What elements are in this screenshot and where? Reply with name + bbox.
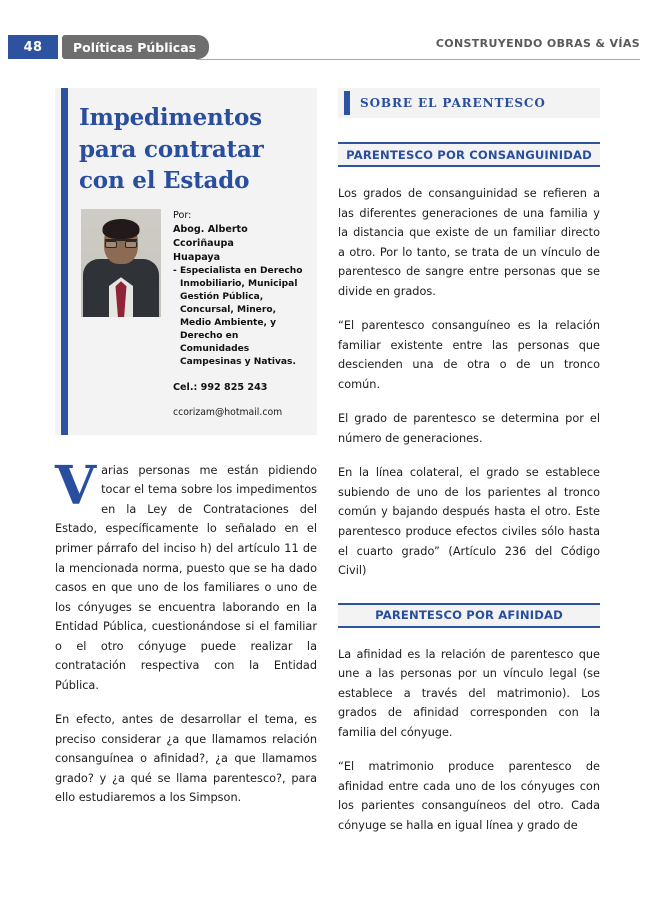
author-name-line-2: Ccoriñaupa xyxy=(173,237,234,249)
author-email[interactable]: ccorizam@hotmail.com xyxy=(173,406,283,418)
sidebar-paragraph: “El matrimonio produce parentesco de afinidad entre cada uno de los cónyuges con los parientes consanguíneos del otro. Cada cónyuge se halla en igual línea y grado de xyxy=(338,760,600,832)
article-body xyxy=(55,454,317,808)
article-paragraph: Varias personas me están pidiendo tocar el tema sobre los impedimentos en la Ley de Contrataciones del Estado, específicamente lo señalado en el primer párrafo del inciso h) del artículo 11 de la mencionada norma, puesto que se ha dado casos en que uno de los familiares o uno de los cónyuges se encuentra laborando en la Entidad Pública, cuestionándose si el familiar o el otro cónyuge puede realizar la contratación respectiva con la Entidad Pública. xyxy=(55,454,317,692)
author-name-line-3: Huapaya xyxy=(173,251,221,263)
sidebar-section-heading-afinidad xyxy=(338,603,600,628)
sidebar-section-heading-consanguinidad xyxy=(338,142,600,167)
sidebar-paragraph: El grado de parentesco se determina por el número de generaciones. xyxy=(338,412,600,445)
photo-glasses xyxy=(105,239,137,247)
article-title-line-2: para contratar xyxy=(79,135,264,163)
byline-label: Por: xyxy=(173,210,192,222)
right-column xyxy=(338,88,600,835)
article-title-card xyxy=(55,88,317,435)
magazine-title: CONSTRUYENDO OBRAS & VÍAS xyxy=(435,37,640,50)
sidebar-paragraph: Los grados de consanguinidad se refieren a las diferentes generaciones de una familia y la distancia que existe de un familiar directo a otro. Por lo tanto, se trata de un vínculo de parentesco de sangre entre personas que se divide en grados. xyxy=(338,187,600,298)
author-name-line-1: Abog. Alberto xyxy=(173,224,248,236)
author-phone: Cel.: 992 825 243 xyxy=(173,381,268,393)
sidebar-section-body-afinidad xyxy=(338,645,600,836)
photo-hair xyxy=(103,219,140,239)
author-photo xyxy=(81,209,161,317)
byline-block xyxy=(79,209,307,419)
author-specialty: - Especialista en Derecho Inmobiliario, Municipal Gestión Pública, Concursal, Minero, Medio Ambiente, y Derecho en Comunidades Campesinas y Nativas. xyxy=(173,266,303,367)
sidebar-main-heading xyxy=(338,88,600,118)
sidebar-paragraph: “El parentesco consanguíneo es la relación familiar existente entre las personas que descienden una de otra o de un tronco común. xyxy=(338,319,600,391)
sidebar-section-heading-label: PARENTESCO POR CONSANGUINIDAD xyxy=(346,147,592,162)
header-divider-rule xyxy=(196,59,640,60)
page-header xyxy=(0,35,650,61)
sidebar-section-body-consanguinidad xyxy=(338,184,600,581)
sidebar-main-heading-label: SOBRE EL PARENTESCO xyxy=(360,96,546,110)
article-title-line-3: con el Estado xyxy=(79,167,250,195)
article-title-line-1: Impedimentos xyxy=(79,104,262,131)
section-tab: Políticas Públicas xyxy=(62,35,209,59)
left-column xyxy=(55,88,317,808)
article-title xyxy=(79,102,307,197)
article-paragraph: En efecto, antes de desarrollar el tema, es preciso considerar ¿a que llamamos relación consanguínea o afinidad?, ¿a que llamamos grado? y ¿a qué se llama parentesco?, para ello estudiaremos a los Simpson. xyxy=(55,713,317,805)
page-number-badge: 48 xyxy=(8,35,58,59)
sidebar-paragraph: En la línea colateral, el grado se establece subiendo de uno de los parientes al tronco común y bajando después hasta el otro. Este parentesco produce efectos civiles sólo hasta el cuarto grado” (Artículo 236 del Código Civil) xyxy=(338,466,600,578)
author-details xyxy=(173,209,307,419)
sidebar-section-heading-label: PARENTESCO POR AFINIDAD xyxy=(375,608,563,623)
sidebar-paragraph: La afinidad es la relación de parentesco que une a las personas por un vínculo legal (se establece a través del matrimonio). Los grados de afinidad corresponden con la familia del cónyuge. xyxy=(338,647,600,739)
